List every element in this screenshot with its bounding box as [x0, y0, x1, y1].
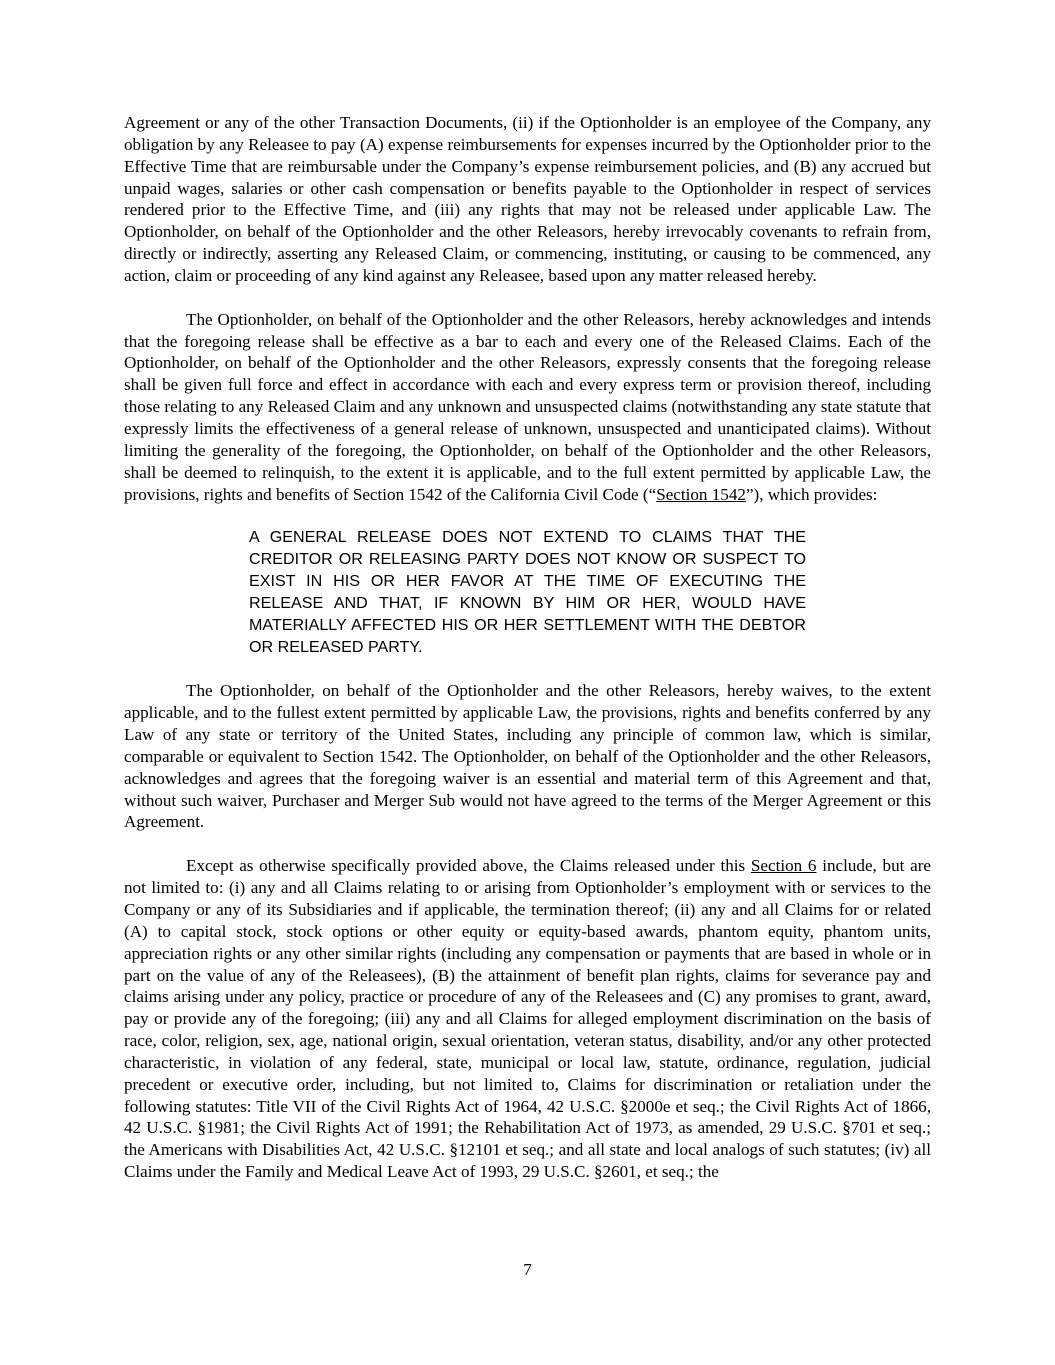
paragraph-text: include, but are not limited to: (i) any and all Claims relating to or arising from Optionholder’s employment with or services to the Company or any of its Subsidiaries and if applicable, the termination thereof; (ii) any and all Claims for or related (A) to capital stock, stock options or other equity or equity-based awards, phantom equity, phantom units, appreciation rights or any other similar rights (including any compensation or payments that are based in whole or in part on the value of any of the Releasees), (B) the attainment of benefit plan rights, claims for severance pay and claims arising under any policy, practice or procedure of any of the Releasees and (C) any promises to grant, award, pay or provide any of the foregoing; (iii) any and all Claims for alleged employment discrimination on the basis of race, color, religion, sex, age, national origin, sexual orientation, veteran status, disability, and/or any other protected characteristic, in violation of any federal, state, municipal or local law, statute, ordinance, regulation, judicial precedent or executive order, including, but not limited to, Claims for discrimination or retaliation under the following statutes: Title VII of the Civil Rights Act of 1964, 42 U.S.C. §2000e et seq.; the Civil Rights Act of 1866, 42 U.S.C. §1981; the Civil Rights Act of 1991; the Rehabilitation Act of 1973, as amended, 29 U.S.C. §701 et seq.; the Americans with Disabilities Act, 42 U.S.C. §12101 et seq.; and all state and local analogs of such statutes; (iv) all Claims under the Family and Medical Leave Act of 1993, 29 U.S.C. §2601, et seq.; the	[124, 856, 931, 1182]
paragraph-waiver: The Optionholder, on behalf of the Optionholder and the other Releasors, hereby waives, to the extent applicable, and to the fullest extent permitted by applicable Law, the provisions, rights and benefits conferred by any Law of any state or territory of the United States, including any principle of common law, which is similar, comparable or equivalent to Section 1542. The Optionholder, on behalf of the Optionholder and the other Releasors, acknowledges and agrees that the foregoing waiver is an essential and material term of this Agreement and that, without such waiver, Purchaser and Merger Sub would not have agreed to the terms of the Merger Agreement or this Agreement.	[124, 681, 931, 832]
paragraph-text: Except as otherwise specifically provided above, the Claims released under this	[186, 856, 751, 876]
defined-term-section-1542: Section 1542	[656, 484, 746, 504]
document-page	[124, 112, 931, 1183]
paragraph-released-claims-scope	[124, 855, 931, 1183]
paragraph-release-exceptions: Agreement or any of the other Transaction Documents, (ii) if the Optionholder is an employee of the Company, any obligation by any Releasee to pay (A) expense reimbursements for expenses incurred by the Optionholder prior to the Effective Time that are reimbursable under the Company’s expense reimbursement policies, and (B) any accrued but unpaid wages, salaries or other cash compensation or benefits payable to the Optionholder in respect of services rendered prior to the Effective Time, and (iii) any rights that may not be released under applicable Law. The Optionholder, on behalf of the Optionholder and the other Releasors, hereby irrevocably covenants to refrain from, directly or indirectly, asserting any Released Claim, or commencing, instituting, or causing to be commenced, any action, claim or proceeding of any kind against any Releasee, based upon any matter released hereby.	[124, 113, 931, 285]
section-6-reference: Section 6	[750, 856, 817, 876]
paragraph-text: ”), which provides:	[745, 484, 878, 504]
page-number: 7	[523, 1260, 532, 1279]
paragraph-text: The Optionholder, on behalf of the Optionholder and the other Releasors, hereby acknowledges and intends that the foregoing release shall be effective as a bar to each and every one of the Released Claims. Each of the Optionholder, on behalf of the Optionholder and the other Releasors, expressly consents that the foregoing release shall be given full force and effect in accordance with each and every express term or provision thereof, including those relating to any Released Claim and any unknown and unsuspected claims (notwithstanding any state statute that expressly limits the effectiveness of a general release of unknown, unsuspected and unanticipated claims). Without limiting the generality of the foregoing, the Optionholder, on behalf of the Optionholder and the other Releasors, shall be deemed to relinquish, to the extent it is applicable, and to the full extent permitted by applicable Law, the provisions, rights and benefits of Section 1542 of the California Civil Code (“	[124, 309, 931, 504]
paragraph-release-acknowledgment	[124, 309, 931, 506]
statute-quote-block: A GENERAL RELEASE DOES NOT EXTEND TO CLAIMS THAT THE CREDITOR OR RELEASING PARTY DOES NOT KNOW OR SUSPECT TO EXIST IN HIS OR HER FAVOR AT THE TIME OF EXECUTING THE RELEASE AND THAT, IF KNOWN BY HIM OR HER, WOULD HAVE MATERIALLY AFFECTED HIS OR HER SETTLEMENT WITH THE DEBTOR OR RELEASED PARTY.	[249, 528, 806, 656]
